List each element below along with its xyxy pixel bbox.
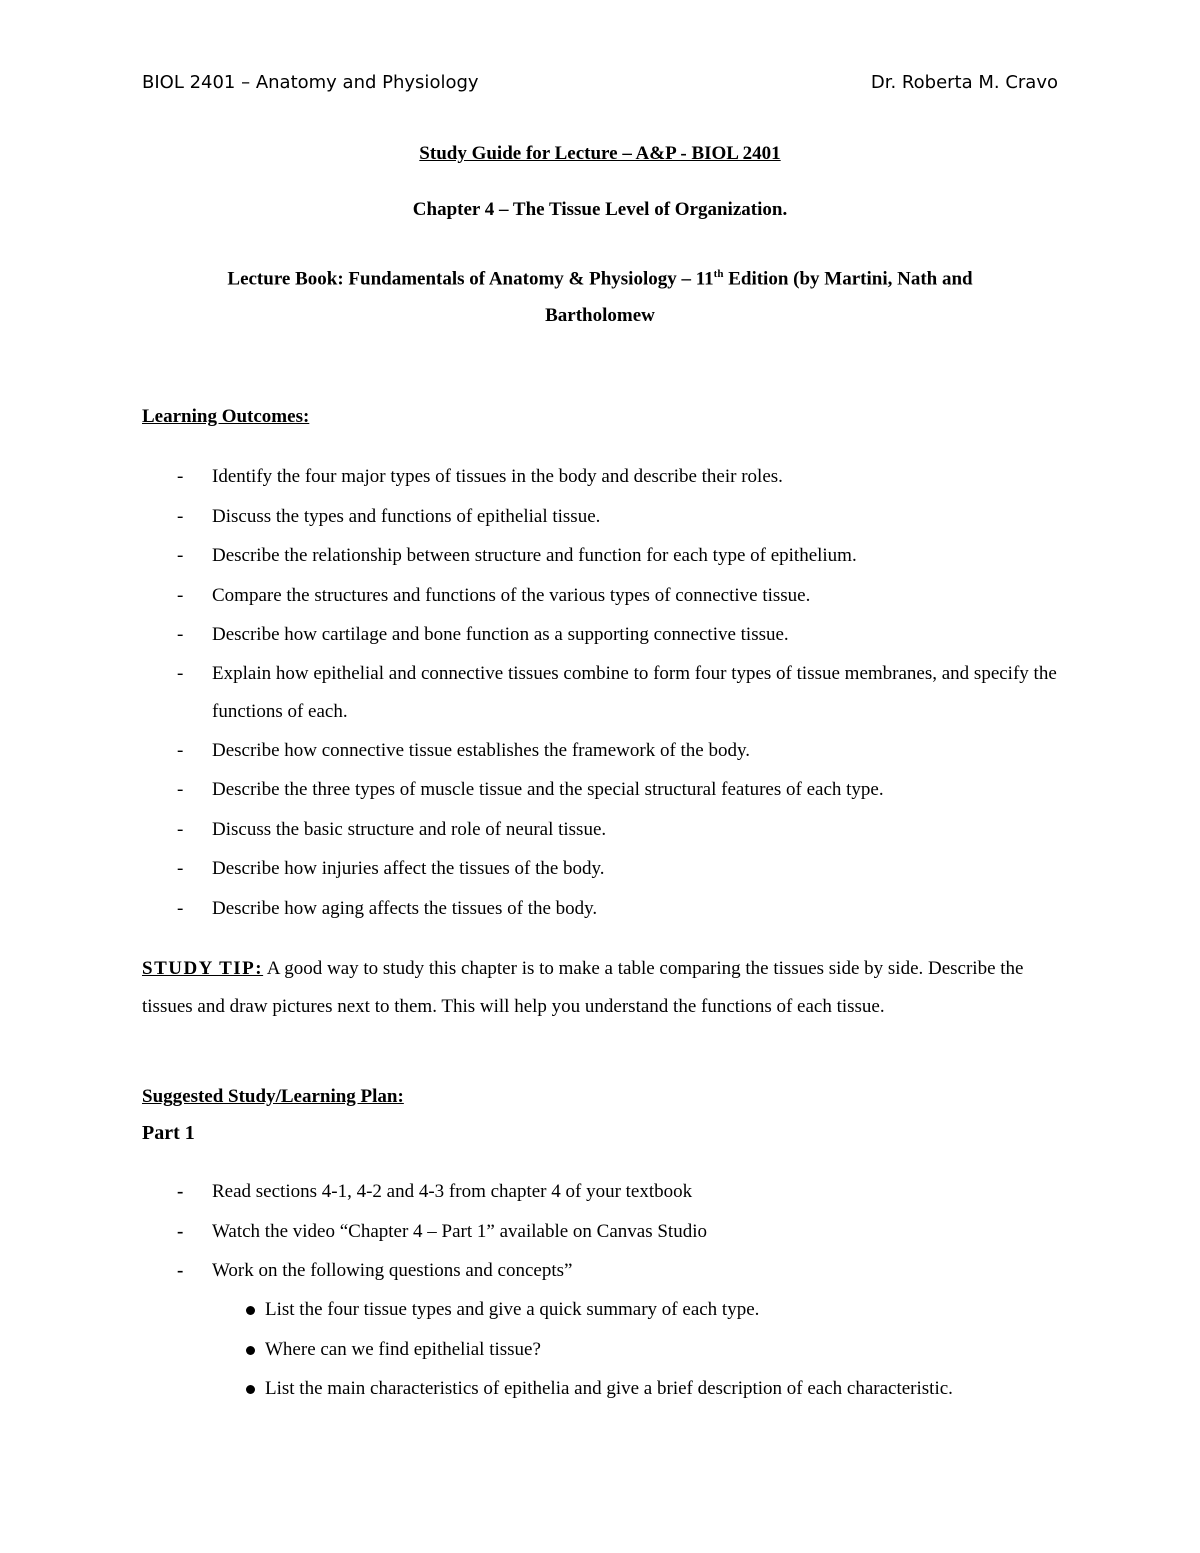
round-bullet-icon [246, 1346, 255, 1355]
dash-bullet: - [177, 858, 184, 879]
chapter-title: Chapter 4 – The Tissue Level of Organization. [412, 199, 788, 220]
dash-bullet: - [177, 739, 184, 761]
dash-bullet: - [177, 584, 184, 606]
round-bullet-icon [246, 1385, 255, 1394]
edition-superscript: th [713, 268, 724, 280]
list-item: - Describe the three types of muscle tissue and the special structural features of each type. [142, 770, 1058, 810]
header-instructor: Dr. Roberta M. Cravo [870, 72, 1058, 93]
list-item: - Watch the video “Chapter 4 – Part 1” available on Canvas Studio [142, 1212, 1058, 1252]
list-item: List the main characteristics of epithelia and give a brief description of each characteristic. [142, 1369, 1058, 1409]
learning-outcomes-list [142, 457, 1058, 928]
list-item: List the four tissue types and give a quick summary of each type. [142, 1290, 1058, 1330]
dash-bullet: - [177, 1220, 184, 1242]
list-item: - Describe how connective tissue establishes the framework of the body. [142, 731, 1058, 771]
dash-bullet: - [177, 1260, 184, 1281]
list-item: - Describe how cartilage and bone function as a supporting connective tissue. [142, 615, 1058, 655]
dash-bullet: - [177, 818, 184, 840]
study-tip [142, 950, 1058, 1025]
list-item: Where can we find epithelial tissue? [142, 1330, 1058, 1370]
study-plan-list [142, 1172, 1058, 1291]
lecture-book [142, 256, 1058, 334]
list-item: - Discuss the basic structure and role of neural tissue. [142, 810, 1058, 850]
lecture-book-text: Lecture Book: Fundamentals of Anatomy & Physiology – 11 [227, 268, 714, 290]
study-questions-list [142, 1290, 1058, 1409]
dash-bullet: - [177, 897, 184, 919]
list-item: - Describe the relationship between structure and function for each type of epithelium. [142, 536, 1058, 576]
part-heading: Part 1 [142, 1122, 195, 1144]
list-item: - Read sections 4-1, 4-2 and 4-3 from chapter 4 of your textbook [142, 1172, 1058, 1212]
dash-bullet: - [177, 545, 184, 566]
list-item: - Identify the four major types of tissues in the body and describe their roles. [142, 457, 1058, 497]
round-bullet-icon [246, 1306, 255, 1315]
dash-bullet: - [177, 505, 184, 527]
study-tip-text: A good way to study this chapter is to make a table comparing the tissues side by side. Describe the tissues and draw pictures next to them. This will help you understand the functions of each tissue. [142, 958, 1024, 1017]
dash-bullet: - [177, 466, 184, 487]
document-title: Study Guide for Lecture – A&P - BIOL 2401 [419, 143, 781, 164]
list-item: - Describe how injuries affect the tissues of the body. [142, 849, 1058, 889]
dash-bullet: - [177, 662, 184, 684]
dash-bullet: - [177, 1181, 184, 1202]
list-item: - Work on the following questions and concepts” [142, 1251, 1058, 1291]
learning-outcomes-heading: Learning Outcomes: [142, 406, 310, 427]
lecture-book-authors: Bartholomew [545, 305, 655, 327]
study-tip-label: STUDY TIP: [142, 958, 264, 979]
study-plan-heading: Suggested Study/Learning Plan: [142, 1086, 404, 1107]
list-item: - Describe how aging affects the tissues of the body. [142, 889, 1058, 929]
lecture-book-text-cont: Edition (by Martini, Nath and [723, 268, 973, 290]
list-item: - Compare the structures and functions of the various types of connective tissue. [142, 576, 1058, 616]
dash-bullet: - [177, 624, 184, 645]
dash-bullet: - [177, 779, 184, 800]
header-course: BIOL 2401 – Anatomy and Physiology [142, 72, 479, 93]
list-item: - Discuss the types and functions of epithelial tissue. [142, 497, 1058, 537]
list-item: - Explain how epithelial and connective tissues combine to form four types of tissue membranes, and specify the functions of each. [142, 655, 1058, 731]
